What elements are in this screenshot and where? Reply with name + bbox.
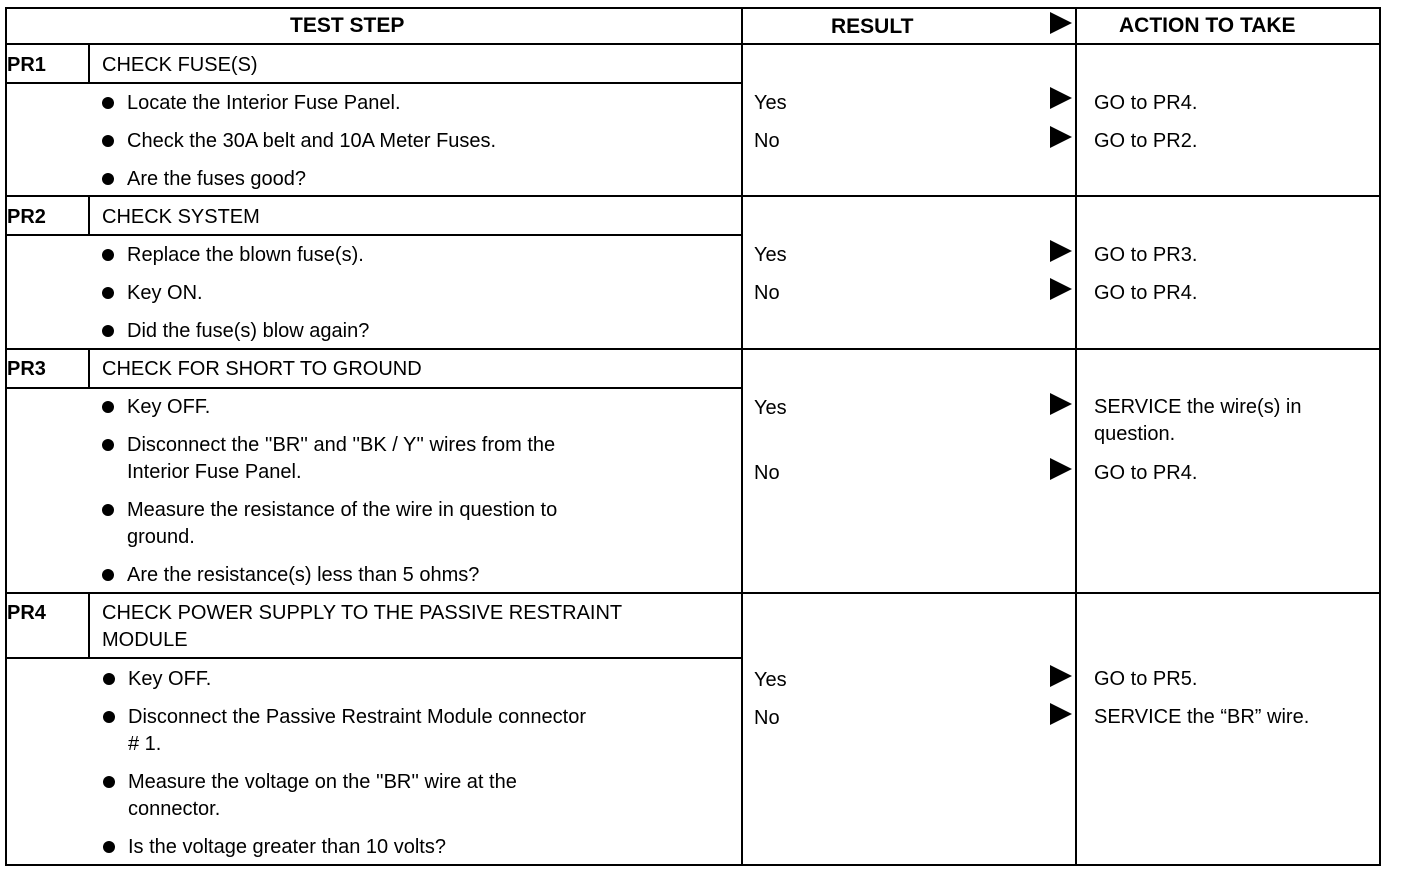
header-result: RESULT bbox=[831, 15, 914, 38]
arrow-right-icon bbox=[1050, 240, 1072, 262]
title-rule-pr3 bbox=[5, 387, 743, 389]
result-value: No bbox=[754, 282, 780, 304]
step-item: Are the resistance(s) less than 5 ohms? bbox=[127, 562, 479, 589]
step-item-continued: ground. bbox=[127, 526, 195, 548]
step-rule-pr4 bbox=[5, 592, 1381, 594]
result-value: Yes bbox=[754, 244, 787, 266]
result-value: Yes bbox=[754, 92, 787, 114]
step-rule-pr2 bbox=[5, 195, 1381, 197]
arrow-right-icon bbox=[1050, 87, 1072, 109]
arrow-right-icon bbox=[1050, 458, 1072, 480]
result-value: Yes bbox=[754, 669, 787, 691]
border-bottom bbox=[5, 864, 1381, 866]
step-code-pr3: PR3 bbox=[7, 358, 46, 380]
step-title-pr2: CHECK SYSTEM bbox=[102, 206, 260, 228]
code-divider-pr1 bbox=[88, 43, 90, 84]
action-value: GO to PR2. bbox=[1094, 130, 1198, 152]
step-item: Key OFF. bbox=[128, 666, 211, 693]
step-item: Disconnect the Passive Restraint Module connector bbox=[128, 704, 586, 731]
step-code-pr4: PR4 bbox=[7, 602, 46, 624]
arrow-right-icon bbox=[1050, 703, 1072, 725]
step-item: Key ON. bbox=[127, 280, 203, 307]
step-item: Did the fuse(s) blow again? bbox=[127, 318, 369, 345]
title-rule-pr4 bbox=[5, 657, 743, 659]
action-value: SERVICE the “BR” wire. bbox=[1094, 706, 1310, 728]
action-value: GO to PR4. bbox=[1094, 92, 1198, 114]
border-right bbox=[1379, 7, 1381, 866]
action-value: SERVICE the wire(s) in bbox=[1094, 396, 1302, 418]
header-test-step: TEST STEP bbox=[290, 14, 405, 37]
step-item: Is the voltage greater than 10 volts? bbox=[128, 834, 446, 861]
border-top bbox=[5, 7, 1381, 9]
step-title-pr1: CHECK FUSE(S) bbox=[102, 54, 258, 76]
code-divider-pr4 bbox=[88, 592, 90, 659]
step-title-pr4-continued: MODULE bbox=[102, 629, 188, 651]
header-action: ACTION TO TAKE bbox=[1119, 14, 1296, 37]
arrow-right-icon bbox=[1050, 393, 1072, 415]
title-rule-pr1 bbox=[5, 82, 743, 84]
step-item: Measure the resistance of the wire in question to bbox=[127, 497, 557, 524]
step-rule-pr3 bbox=[5, 348, 1381, 350]
step-title-pr3: CHECK FOR SHORT TO GROUND bbox=[102, 358, 422, 380]
arrow-right-icon bbox=[1050, 126, 1072, 148]
step-item: Key OFF. bbox=[127, 394, 210, 421]
header-arrow-icon bbox=[1050, 12, 1072, 34]
step-item-continued: Interior Fuse Panel. bbox=[127, 461, 302, 483]
step-item: Check the 30A belt and 10A Meter Fuses. bbox=[127, 128, 496, 155]
header-rule bbox=[5, 43, 1381, 45]
step-code-pr2: PR2 bbox=[7, 206, 46, 228]
border-left bbox=[5, 7, 7, 866]
diagnostic-table bbox=[5, 7, 1381, 866]
result-value: No bbox=[754, 707, 780, 729]
step-code-pr1: PR1 bbox=[7, 54, 46, 76]
result-value: No bbox=[754, 130, 780, 152]
step-item: Measure the voltage on the ''BR'' wire at the bbox=[128, 769, 517, 796]
step-title-pr4: CHECK POWER SUPPLY TO THE PASSIVE RESTRAINT bbox=[102, 602, 623, 624]
action-value-continued: question. bbox=[1094, 423, 1176, 445]
arrow-right-icon bbox=[1050, 665, 1072, 687]
step-item-continued: connector. bbox=[128, 798, 221, 820]
step-item: Are the fuses good? bbox=[127, 166, 306, 193]
step-item: Replace the blown fuse(s). bbox=[127, 242, 364, 269]
step-item: Locate the Interior Fuse Panel. bbox=[127, 90, 401, 117]
code-divider-pr2 bbox=[88, 195, 90, 236]
divider-action bbox=[1075, 7, 1077, 866]
title-rule-pr2 bbox=[5, 234, 743, 236]
step-item: Disconnect the ''BR'' and ''BK / Y'' wires from the bbox=[127, 432, 555, 459]
step-item-continued: # 1. bbox=[128, 733, 162, 755]
action-value: GO to PR4. bbox=[1094, 282, 1198, 304]
result-value: No bbox=[754, 462, 780, 484]
divider-result bbox=[741, 7, 743, 866]
action-value: GO to PR4. bbox=[1094, 462, 1198, 484]
action-value: GO to PR3. bbox=[1094, 244, 1198, 266]
code-divider-pr3 bbox=[88, 348, 90, 389]
result-value: Yes bbox=[754, 397, 787, 419]
arrow-right-icon bbox=[1050, 278, 1072, 300]
action-value: GO to PR5. bbox=[1094, 668, 1198, 690]
